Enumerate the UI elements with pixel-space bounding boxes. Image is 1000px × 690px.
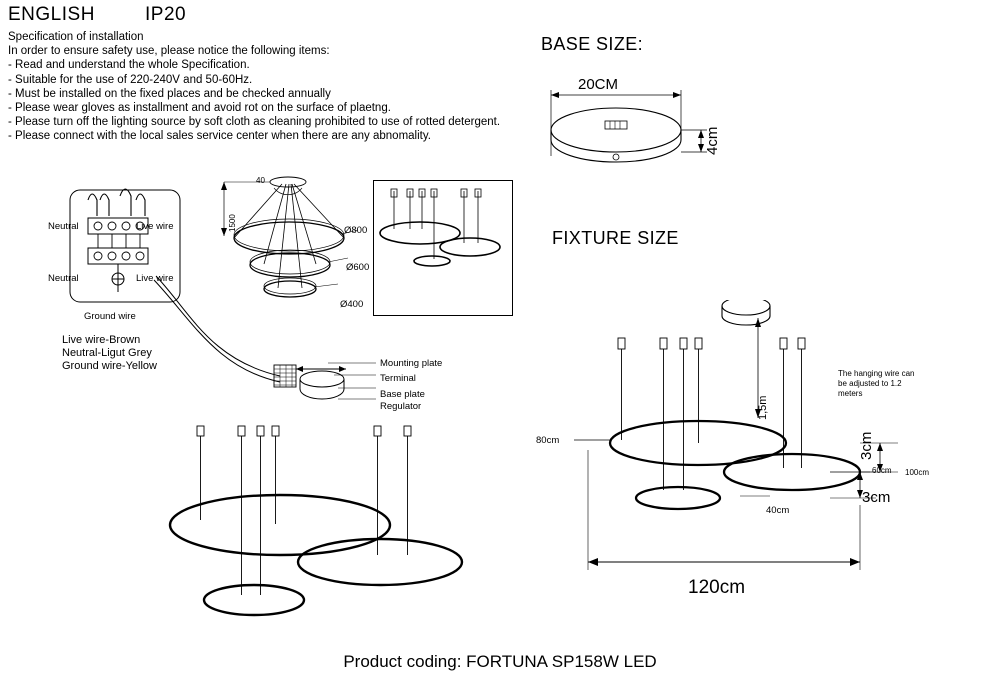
regulator-label: Regulator [380,401,422,412]
spec-item-2: - Must be installed on the fixed places and be checked annually [8,87,331,100]
mounting-detail-drawing [272,355,392,425]
fixture-gap-top-label: 3cm [858,431,875,460]
fixture-size-title: FIXTURE SIZE [552,228,679,248]
spec-item-4: - Please turn off the lighting source by soft cloth as cleaning prohibited to use of rotted detergent. [8,116,501,129]
wiring-legend-0: Live wire-Brown [62,334,141,346]
base-height-label: 4cm [704,126,721,155]
hanging-wire-note: The hanging wire can be adjusted to 1.2 meters [838,369,915,398]
wiring-neutral-bottom-label: Neutral [48,273,79,284]
fixture-ring-big-label: 80cm [536,435,560,446]
fixture-ring-mid-label: 60cm [872,466,892,475]
suspension-drawing [212,172,372,312]
base-size-drawing [535,68,735,178]
fixture-gap-bottom-label: 3cm [862,489,891,506]
suspension-ring1-diameter: Ø800 [344,225,368,236]
fixture-perspective-large [150,420,480,630]
wiring-legend-1: Neutral-Ligut Grey [62,347,152,359]
suspension-ring3-diameter: Ø400 [340,299,364,310]
spec-intro: In order to ensure safety use, please notice the following items: [8,45,330,58]
fixture-extra-small-label: 100cm [905,468,930,477]
header-language: ENGLISH [8,4,95,25]
fixture-total-width-label: 120cm [688,577,746,598]
spec-item-5: - Please connect with the local sales service center when there are any abnomality. [8,130,431,143]
suspension-height-label: 1500 [228,214,237,232]
spec-item-1: - Suitable for the use of 220-240V and 50-60Hz. [8,73,253,86]
wiring-legend [62,334,157,373]
base-size-title: BASE SIZE: [541,34,644,54]
product-coding-label: Product coding: FORTUNA SP158W LED [343,652,657,671]
wiring-neutral-top-label: Neutral [48,221,79,232]
fixture-drop-label: 1,5m [757,395,769,420]
base-diameter-label: 20CM [578,76,619,93]
fixture-ring-small-label: 40cm [766,505,790,516]
wiring-ground-label: Ground wire [84,311,136,322]
spec-item-0: - Read and understand the whole Specification. [8,59,250,72]
spec-item-3: - Please wear gloves as installment and avoid rot on the surface of plaetng. [8,102,391,115]
spec-title: Specification of installation [8,31,144,43]
wiring-legend-2: Ground wire-Yellow [62,360,157,372]
header-ip-rating: IP20 [145,4,187,25]
wiring-live-top-label: Live wire [136,221,174,232]
mounting-plate-label: Mounting plate [380,358,443,369]
fixture-thumbnail-box [373,180,513,316]
suspension-ring2-diameter: Ø600 [346,262,370,273]
specification-block [8,30,500,144]
wiring-live-bottom-label: Live wire [136,273,174,284]
base-plate-label: Base plate [380,389,425,400]
suspension-angle-label: 40 [256,176,265,185]
terminal-label: Terminal [380,373,416,384]
